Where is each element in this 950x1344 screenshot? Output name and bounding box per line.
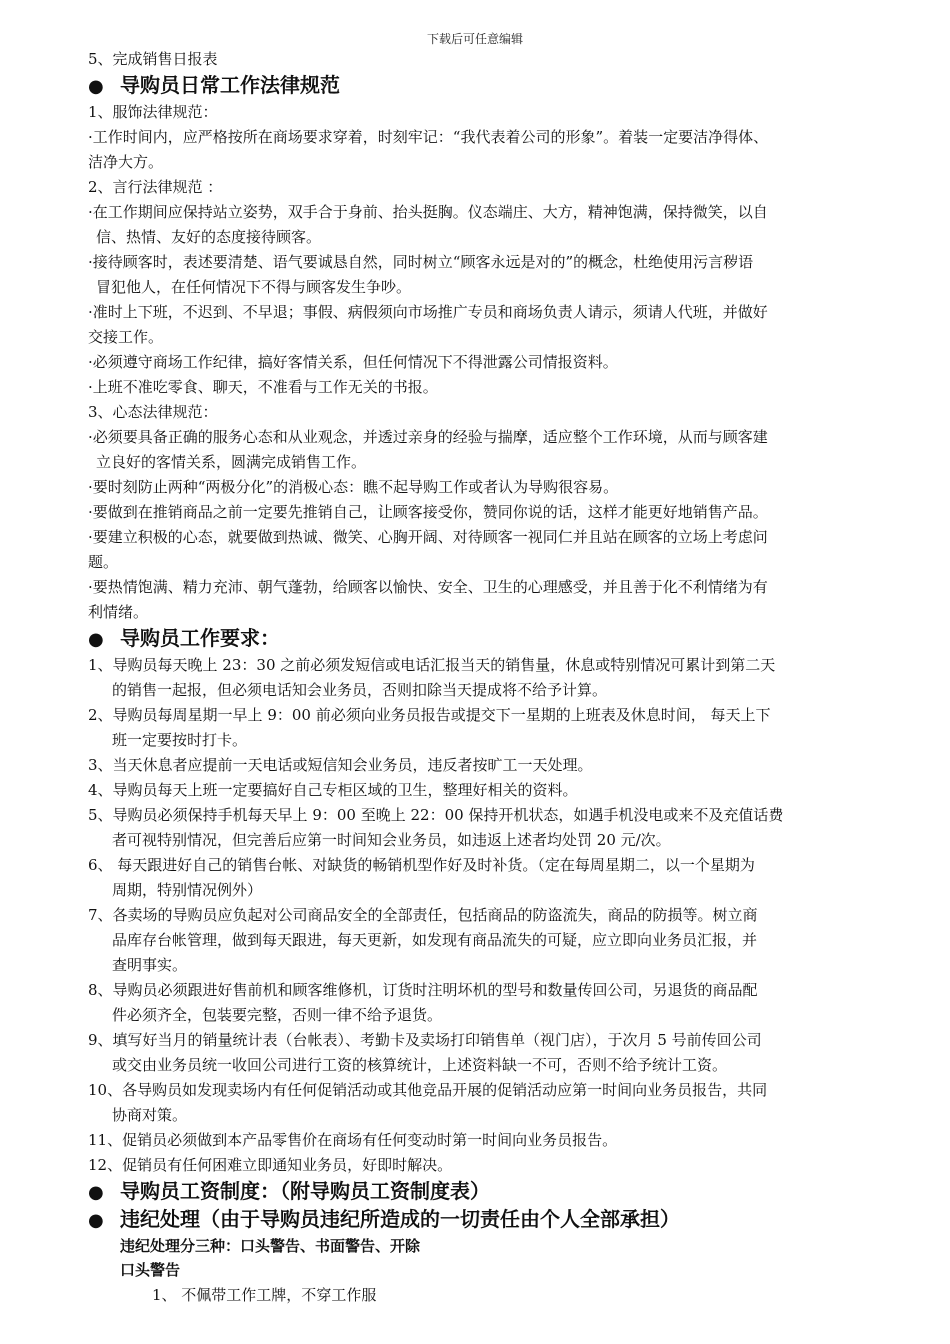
verbal-warning-title: 口头警告 [120, 1261, 181, 1279]
bullet-icon: ● [88, 76, 104, 97]
heading-text: 违纪处理（由于导购员违纪所造成的一切责任由个人全部承担） [120, 1207, 680, 1231]
list-item: 5、完成销售日报表 [88, 50, 218, 68]
bullet-icon: ● [88, 1210, 104, 1231]
paragraph-line: 冒犯他人，在任何情况下不得与顾客发生争吵。 [96, 278, 412, 296]
heading-text: 导购员日常工作法律规范 [120, 73, 340, 97]
list-item: 7、各卖场的导购员应负起对公司商品安全的全部责任，包括商品的防盗流失，商品的防损等。树立商 [88, 906, 758, 924]
paragraph-line: ·接待顾客时，表述要清楚、语气要诚恳自然，同时树立“顾客永远是对的”的概念，杜绝使用污言秽语 [88, 253, 754, 271]
paragraph-line: ·准时上下班，不迟到、不早退；事假、病假须向市场推广专员和商场负责人请示，须请人代班，并做好 [88, 303, 768, 321]
paragraph-line: ·上班不准吃零食、聊天，不准看与工作无关的书报。 [88, 378, 438, 396]
list-item: 1、导购员每天晚上 23：30 之前必须发短信或电话汇报当天的销售量，休息或特别情况可累计到第二天 [88, 656, 776, 674]
section-heading [88, 72, 858, 100]
paragraph-line: 利情绪。 [88, 603, 149, 621]
list-item: 2、导购员每周星期一早上 9：00 前必须向业务员报告或提交下一星期的上班表及休息时间， 每天上下 [88, 706, 771, 724]
list-item: 12、促销员有任何困难立即通知业务员，好即时解决。 [88, 1156, 453, 1174]
paragraph-line: 立良好的客情关系，圆满完成销售工作。 [96, 453, 367, 471]
list-item: 11、促销员必须做到本产品零售价在商场有任何变动时第一时间向业务员报告。 [88, 1131, 618, 1149]
paragraph-line: ·要热情饱满、精力充沛、朝气蓬勃，给顾客以愉快、安全、卫生的心理感受，并且善于化不利情绪为有 [88, 578, 768, 596]
section-heading [88, 1206, 858, 1234]
subsection-title: 3、心态法律规范： [88, 403, 218, 421]
section-heading [88, 625, 858, 653]
heading-text: 导购员工资制度：（附导购员工资制度表） [120, 1179, 490, 1203]
paragraph-line: 题。 [88, 553, 119, 571]
paragraph-line: ·要时刻防止两种“两极分化”的消极心态：瞧不起导购工作或者认为导购很容易。 [88, 478, 619, 496]
list-item: 8、导购员必须跟进好售前机和顾客维修机，订货时注明坏机的型号和数量传回公司，另退货的商品配 [88, 981, 758, 999]
paragraph-line: 洁净大方。 [88, 153, 164, 171]
paragraph-line: ·必须遵守商场工作纪律，搞好客情关系，但任何情况下不得泄露公司情报资料。 [88, 353, 618, 371]
paragraph-line: ·要做到在推销商品之前一定要先推销自己，让顾客接受你，赞同你说的话，这样才能更好地销售产品。 [88, 503, 768, 521]
document-body [88, 47, 858, 1308]
section-heading [88, 1178, 858, 1206]
page-header: 下载后可任意编辑 [426, 32, 523, 46]
list-item: 10、各导购员如发现卖场内有任何促销活动或其他竞品开展的促销活动应第一时间向业务员报告，共同 [88, 1081, 768, 1099]
bullet-icon: ● [88, 629, 104, 650]
list-item-continued: 件必须齐全，包装要完整，否则一律不给予退货。 [112, 1006, 443, 1024]
paragraph-line: ·在工作期间应保持站立姿势，双手合于身前、抬头挺胸。仪态端庄、大方，精神饱满，保持微笑，以自 [88, 203, 768, 221]
list-item-continued: 品库存台帐管理，做到每天跟进，每天更新，如发现有商品流失的可疑，应立即向业务员汇报，并 [112, 931, 758, 949]
list-item-continued: 周期，特别情况例外） [112, 881, 263, 899]
list-item: 5、导购员必须保持手机每天早上 9：00 至晚上 22：00 保持开机状态，如遇手机没电或来不及充值话费 [88, 806, 784, 824]
paragraph-line: 交接工作。 [88, 328, 164, 346]
paragraph-line: ·要建立积极的心态，就要做到热诚、微笑、心胸开阔、对待顾客一视同仁并且站在顾客的立场上考虑问 [88, 528, 768, 546]
list-item-continued: 协商对策。 [112, 1106, 188, 1124]
list-item-continued: 者可视特别情况，但完善后应第一时间知会业务员，如违返上述者均处罚 20 元/次。 [112, 831, 671, 849]
bullet-icon: ● [88, 1182, 104, 1203]
list-item: 9、填写好当月的销量统计表（台帐表）、考勤卡及卖场打印销售单（视门店），于次月 5 号前传回公司 [88, 1031, 762, 1049]
list-item: 3、当天休息者应提前一天电话或短信知会业务员，违反者按旷工一天处理。 [88, 756, 593, 774]
paragraph-line: ·工作时间内，应严格按所在商场要求穿着，时刻牢记：“我代表着公司的形象”。着装一定要洁净得体、 [88, 128, 769, 146]
discipline-types: 违纪处理分三种：口头警告、书面警告、开除 [120, 1237, 421, 1255]
paragraph-line: 信、热情、友好的态度接待顾客。 [96, 228, 322, 246]
subsection-title: 2、言行法律规范 ： [88, 178, 223, 196]
list-item: 6、 每天跟进好自己的销售台帐、对缺货的畅销机型作好及时补货。（定在每周星期二，以一个星期为 [88, 856, 755, 874]
heading-text: 导购员工作要求： [120, 626, 280, 650]
list-item: 1、 不佩带工作工牌，不穿工作服 [152, 1286, 377, 1304]
subsection-title: 1、服饰法律规范： [88, 103, 218, 121]
list-item-continued: 查明事实。 [112, 956, 188, 974]
list-item-continued: 班一定要按时打卡。 [112, 731, 248, 749]
list-item-continued: 或交由业务员统一收回公司进行工资的核算统计，上述资料缺一不可，否则不给予统计工资。 [112, 1056, 728, 1074]
paragraph-line: ·必须要具备正确的服务心态和从业观念，并透过亲身的经验与揣摩，适应整个工作环境，从而与顾客建 [88, 428, 768, 446]
list-item: 4、导购员每天上班一定要搞好自己专柜区域的卫生，整理好相关的资料。 [88, 781, 578, 799]
list-item-continued: 的销售一起报，但必须电话知会业务员，否则扣除当天提成将不给予计算。 [112, 681, 608, 699]
